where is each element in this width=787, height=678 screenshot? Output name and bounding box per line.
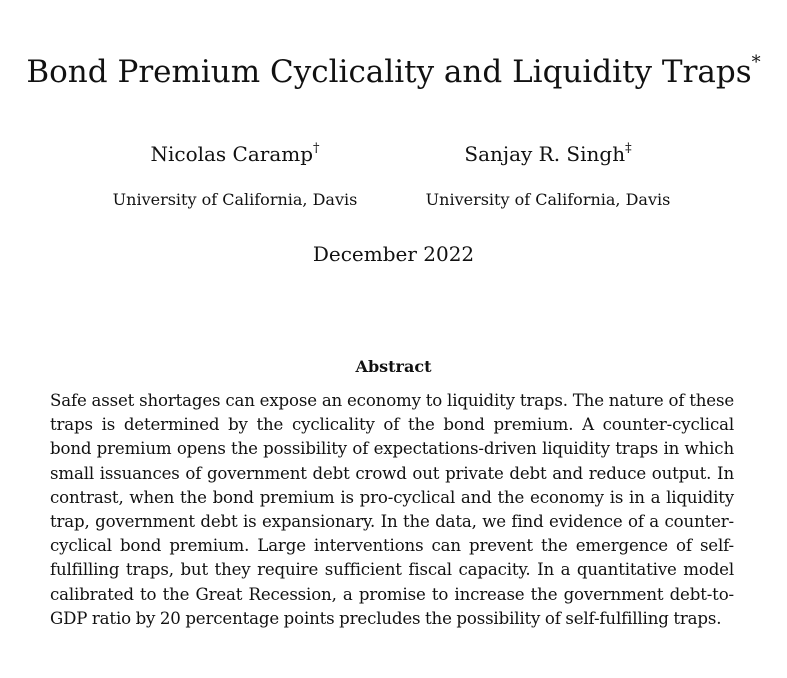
- author-block-1: [100, 141, 370, 211]
- author-footnote-mark-1: †: [313, 141, 320, 156]
- title-footnote-mark: *: [751, 52, 761, 73]
- paper-title-text: Bond Premium Cyclicality and Liquidity Traps: [26, 54, 752, 90]
- abstract-text: Safe asset shortages can expose an economy to liquidity traps. The nature of these traps is determined by the cyclicality of the bond premium. A counter-cyclical bond premium opens the possibility of expectations-driven liquidity traps in which small issuances of government debt crowd out private debt and reduce output. In contrast, when the bond premium is pro-cyclical and the economy is in a liquidity trap, government debt is expansionary. In the data, we find evidence of a counter-cyclical bond premium. Large interventions can prevent the emergence of self-fulfilling traps, but they require sufficient fiscal capacity. In a quantitative model calibrated to the Great Recession, a promise to increase the government debt-to-GDP ratio by 20 percentage points precludes the possibility of self-fulfilling traps.: [50, 391, 734, 628]
- author-block-2: [412, 141, 684, 211]
- author-footnote-mark-2: ‡: [625, 141, 632, 156]
- paper-title: [0, 52, 787, 92]
- publication-date: December 2022: [312, 242, 475, 266]
- author-affiliation-1: University of California, Davis: [112, 190, 358, 209]
- author-affiliation-2: University of California, Davis: [425, 190, 671, 209]
- author-name-2: [412, 141, 684, 167]
- author-name-1: [100, 141, 370, 167]
- author-name-text-1: Nicolas Caramp: [150, 142, 314, 166]
- author-name-text-2: Sanjay R. Singh: [464, 142, 626, 166]
- abstract-heading: Abstract: [355, 357, 432, 376]
